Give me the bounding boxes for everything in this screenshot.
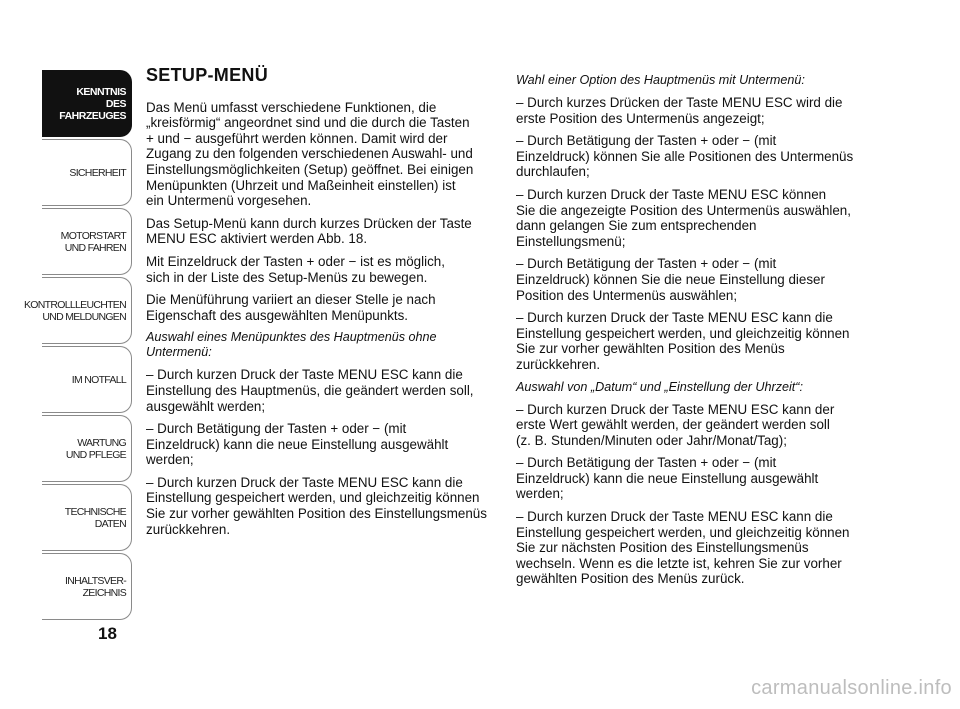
subheading: Auswahl eines Menüpunktes des Hauptmenüs ohne Untermenü: xyxy=(146,330,437,360)
tab-sicherheit[interactable] xyxy=(42,139,132,206)
right-column xyxy=(516,73,876,594)
paragraph: Das Menü umfasst verschiedene Funktionen, die „kreisförmig“ angeordnet sind und die durch die Tasten + und − ausgeführt werden können. Damit wird der Zugang zu den folgenden verschiedenen Auswahl- und Einstellungsmöglichkeiten (Setup) geöffnet. Bei einigen Menüpunkten (Uhrzeit und Maßeinheit einstellen) ist ein Untermenü vorgesehen. xyxy=(146,99,474,209)
section-tabs xyxy=(24,70,132,622)
paragraph: Mit Einzeldruck der Tasten + oder − ist es möglich, sich in der Liste des Setup-Menüs zu bewegen. xyxy=(146,253,445,285)
tab-kontrollleuchten-und-meldungen[interactable] xyxy=(24,277,132,344)
tab-wartung-und-pflege[interactable] xyxy=(42,415,132,482)
tab-label: IM NOTFALL xyxy=(71,373,126,386)
paragraph: – Durch Betätigung der Tasten + oder − (mit Einzeldruck) können Sie die neue Einstellung dieser Position des Untermenüs auswählen; xyxy=(516,256,825,303)
tab-label: KONTROLLLEUCHTEN UND MELDUNGEN xyxy=(24,298,126,323)
tab-label: SICHERHEIT xyxy=(69,166,126,179)
tab-im-notfall[interactable] xyxy=(42,346,132,413)
watermark: carmanualsonline.info xyxy=(751,677,952,699)
paragraph: – Durch Betätigung der Tasten + oder − (mit Einzeldruck) kann die neue Einstellung ausgewählt werden; xyxy=(146,421,449,468)
tab-kenntnis-des-fahrzeuges[interactable] xyxy=(42,70,132,137)
paragraph: – Durch kurzen Druck der Taste MENU ESC kann die Einstellung gespeichert werden, und gleichzeitig können Sie zur vorher gewählten Position des Menüs zurückkehren. xyxy=(516,310,850,372)
subheading: Auswahl von „Datum“ und „Einstellung der Uhrzeit“: xyxy=(516,379,803,394)
tab-inhaltsverzeichnis[interactable] xyxy=(42,553,132,620)
subheading: Wahl einer Option des Hauptmenüs mit Untermenü: xyxy=(516,73,805,87)
page-number: 18 xyxy=(98,624,117,643)
tab-label: KENNTNIS DES FAHRZEUGES xyxy=(59,85,126,122)
paragraph: – Durch kurzen Druck der Taste MENU ESC kann die Einstellung gespeichert werden, und gleichzeitig können Sie zur vorher gewählten Position des Einstellungsmenüs zurückkehren. xyxy=(146,474,487,537)
paragraph: Die Menüführung variiert an dieser Stelle je nach Eigenschaft des ausgewählten Menüpunkts. xyxy=(146,292,436,323)
paragraph: Das Setup-Menü kann durch kurzes Drücken der Taste MENU ESC aktiviert werden Abb. 18. xyxy=(146,215,472,247)
paragraph: – Durch Betätigung der Tasten + oder − (mit Einzeldruck) können Sie alle Positionen des Untermenüs durchlaufen; xyxy=(516,133,854,180)
tab-label: WARTUNG UND PFLEGE xyxy=(65,436,126,461)
tab-label: INHALTSVER- ZEICHNIS xyxy=(65,574,126,599)
paragraph: – Durch kurzen Druck der Taste MENU ESC kann die Einstellung des Hauptmenüs, die geändert werden soll, ausgewählt werden; xyxy=(146,367,474,414)
tab-label: MOTORSTART UND FAHREN xyxy=(60,229,126,254)
paragraph: – Durch kurzen Druck der Taste MENU ESC können Sie die angezeigte Position des Untermenüs auswählen, dann gelangen Sie zum entsprechenden Einstellungsmenü; xyxy=(516,186,851,249)
paragraph: – Durch kurzen Druck der Taste MENU ESC kann die Einstellung gespeichert werden, und gleichzeitig können Sie zur nächsten Position des Einstellungsmenüs wechseln. Wenn es die letzte ist, kehren Sie zur vorher gewählten Position des Menüs zurück. xyxy=(516,509,850,587)
left-column xyxy=(146,65,500,544)
section-title: SETUP-MENÜ xyxy=(146,65,269,85)
paragraph: – Durch kurzes Drücken der Taste MENU ESC wird die erste Position des Untermenüs angezeigt; xyxy=(516,95,843,126)
paragraph: – Durch kurzen Druck der Taste MENU ESC kann der erste Wert gewählt werden, der geändert werden soll (z. B. Stunden/Minuten oder Jahr/Monat/Tag); xyxy=(516,401,835,448)
tab-technische-daten[interactable] xyxy=(42,484,132,551)
paragraph: – Durch Betätigung der Tasten + oder − (mit Einzeldruck) kann die neue Einstellung ausgewählt werden; xyxy=(516,455,819,502)
tab-label: TECHNISCHE DATEN xyxy=(64,505,126,530)
tab-motorstart-und-fahren[interactable] xyxy=(42,208,132,275)
